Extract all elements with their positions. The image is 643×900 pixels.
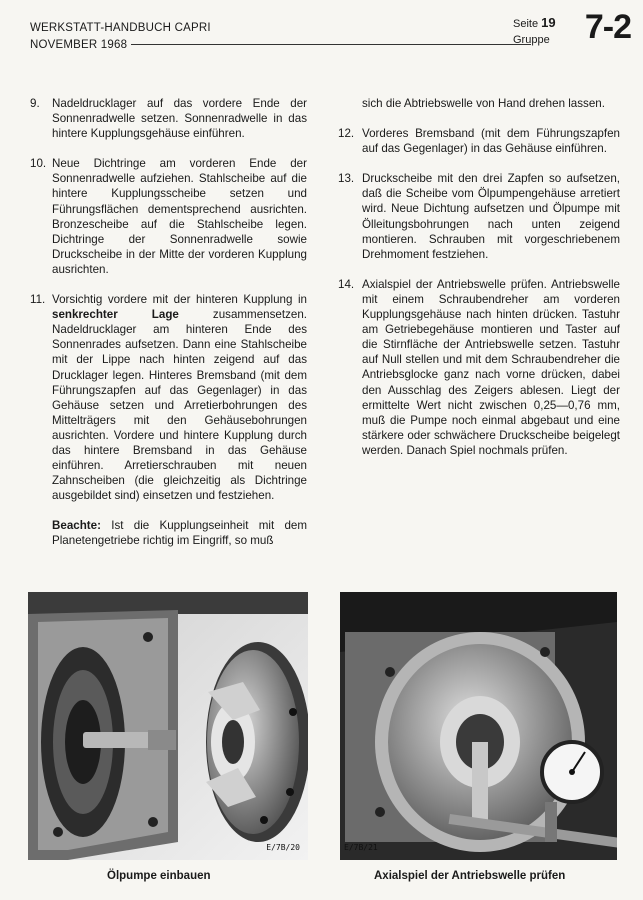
note-label: Beachte: (52, 519, 101, 533)
note-paragraph (30, 518, 307, 548)
list-item (30, 96, 307, 141)
manual-title: WERKSTATT-HANDBUCH CAPRI (30, 22, 211, 34)
oil-pump-photo (28, 592, 308, 860)
continued-text: sich die Abtriebswelle von Hand drehen lassen. (362, 97, 605, 110)
seite-label: Seite (513, 18, 539, 30)
figure-caption: Ölpumpe einbauen (107, 870, 211, 882)
item-number: 12. (338, 127, 355, 141)
item-text (52, 292, 307, 503)
item-text-rest: zusammensetzen. Nadeldrucklager am hinteren Ende des Sonnenrades aufsetzen. Dann eine Stahlscheibe mit der Lippe nach hinten zeigend auf das Drucklager legen. Hinteres Bremsband (mit dem Führungszapfen auf das Gegenlager) in das Gehäuse setzen und Arretierbohrungen des Mittelträgers mit den Gehäusebohrungen ausrichten. Vordere und hintere Kupplung durch das hintere Bremsband in das Gehäuse einführen. Arretierschrauben mit neuen Zahnscheiben (die gleichzeitig als Dichtringe ausgebildet sind) einsetzen und festziehen. (52, 308, 307, 503)
item-text: Nadeldrucklager auf das vordere Ende der Sonnenradwelle setzen. Sonnenradwelle in das hintere Kupplungsgehäuse einführen. (52, 97, 307, 141)
item-number: 14. (338, 277, 355, 291)
item-number: 11. (30, 293, 46, 307)
figure-reference: E/7B/20 (266, 843, 300, 852)
axial-play-photo (340, 592, 617, 860)
gruppe-number: 7-2 (584, 8, 631, 46)
item-text-start: Vorsichtig vordere mit der hinteren Kupplung in (52, 293, 307, 307)
page-number-line (513, 15, 556, 30)
gruppe-label: Gruppe (513, 34, 550, 46)
list-item (338, 277, 620, 458)
item-number: 13. (338, 172, 355, 186)
edition-line (30, 37, 531, 54)
header-right (513, 8, 631, 52)
edition-date: NOVEMBER 1968 (30, 39, 128, 51)
oil-pump-illustration (28, 592, 308, 860)
note-text: Ist die Kupplungseinheit mit dem Planetengetriebe richtig im Eingriff, so muß (52, 519, 307, 548)
item-number: 10. (30, 157, 47, 171)
list-item (338, 126, 620, 156)
figure-reference: E/7B/21 (344, 843, 378, 852)
item-text: Vorderes Bremsband (mit dem Führungszapfen auf das Gegenlager) in das Gehäuse einführen. (362, 127, 620, 156)
left-column (30, 96, 307, 549)
list-item (338, 171, 620, 262)
header-left (30, 20, 531, 54)
list-item (30, 292, 307, 503)
item-text: Neue Dichtringe am vorderen Ende der Sonnenradwelle aufziehen. Stahlscheibe auf die hintere Kupplungsscheibe setzen und Führungsflächen dementsprechend ausrichten. Bronzescheibe auf die Stahlscheibe legen. Dichtringe der Sonnenradwelle sowie Druckscheibe in der Mitte der vorderen Kupplung ausrichten. (52, 157, 307, 276)
figure-caption: Axialspiel der Antriebswelle prüfen (374, 870, 566, 882)
right-column (338, 96, 620, 473)
list-item (30, 156, 307, 277)
seite-number: 19 (541, 15, 556, 30)
emphasis-text: senkrechter Lage (52, 308, 179, 322)
item-text: Druckscheibe mit den drei Zapfen so aufsetzen, daß die Scheibe vom Ölpumpengehäuse arretiert wird. Neue Dichtung aufsetzen und Ölpumpe mit Ölleitungsbohrungen nach unten zeigend montieren. Schrauben mit vorgeschriebenem Drehmoment festziehen. (362, 172, 620, 261)
header-rule (131, 44, 531, 45)
item-number: 9. (30, 97, 40, 110)
axial-play-illustration (340, 592, 617, 860)
item-text: Axialspiel der Antriebswelle prüfen. Antriebswelle mit einem Schraubendreher am vorderen Kupplungsgehäuse nach hinten drücken. Tastuhr am Getriebegehäuse montieren und Taster auf die Stirnfläche der Antriebswelle setzen. Tastuhr auf Null stellen und mit dem Schraubendreher die Antriebsglocke ganz nach vorne drücken, dabei den Ausschlag des Zeigers ablesen. Liegt der ermittelte Wert nicht zwischen 0,25—0,76 mm, muß die Pumpe noch einmal abgebaut und eine stärkere oder schwächere Druckscheibe beigelegt werden. Danach Spiel nochmals prüfen. (362, 277, 620, 457)
